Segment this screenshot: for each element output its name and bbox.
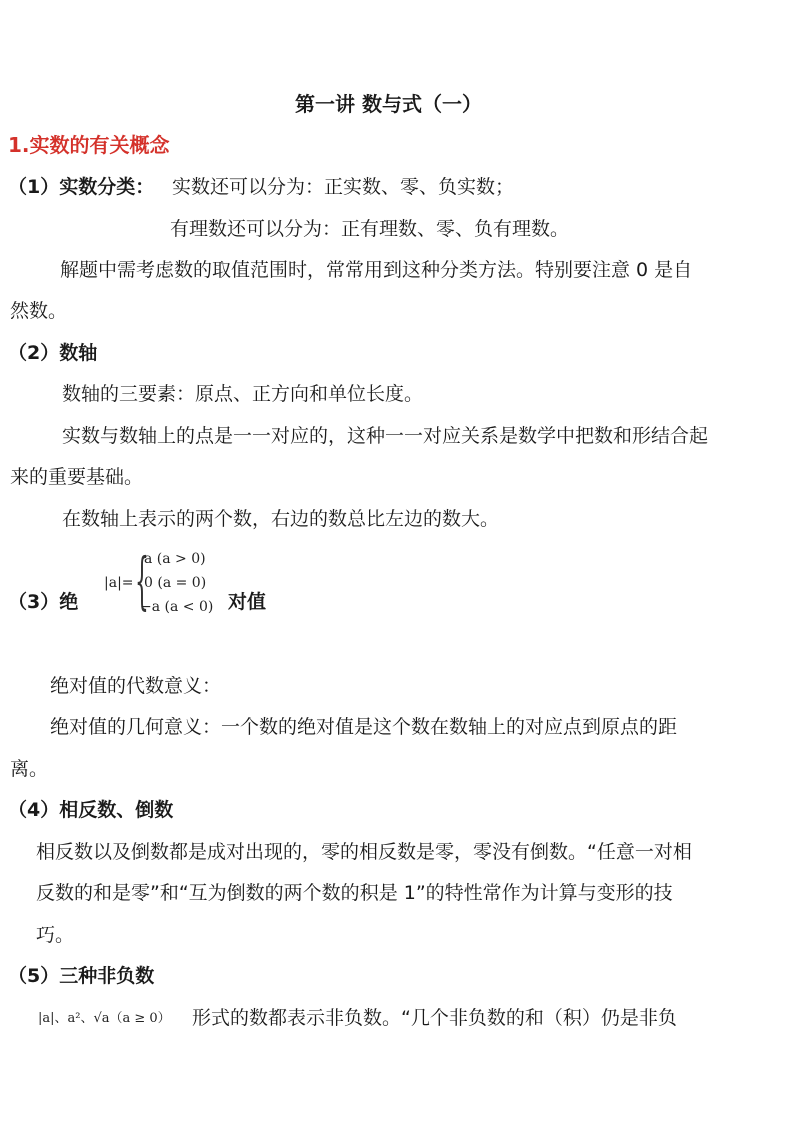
formula-case: a (a > 0) <box>144 551 206 567</box>
formula-lhs: |a|= <box>104 575 134 591</box>
section-heading: 1.实数的有关概念 <box>8 133 170 157</box>
paragraph-line: 然数。 <box>10 300 68 322</box>
subsection-1-label: （1）实数分类： <box>8 176 155 198</box>
paragraph-line: 巧。 <box>36 924 75 946</box>
subsection-2-label: （2）数轴 <box>8 342 98 364</box>
paragraph-line: 相反数以及倒数都是成对出现的，零的相反数是零，零没有倒数。“任意一对相 <box>36 841 692 863</box>
formula-case: −a (a < 0) <box>140 599 214 615</box>
brace-icon: { <box>135 544 149 617</box>
subsection-5-label: （5）三种非负数 <box>8 965 155 987</box>
paragraph-line: 形式的数都表示非负数。“几个非负数的和（积）仍是非负 <box>192 1007 677 1029</box>
page-title: 第一讲 数与式（一） <box>295 92 482 116</box>
classification-line-2: 有理数还可以分为：正有理数、零、负有理数。 <box>170 218 570 240</box>
formula-case: 0 (a = 0) <box>144 575 207 591</box>
paragraph-line: 绝对值的代数意义： <box>50 675 222 697</box>
non-negative-formula: |a|、a²、√a（a ≥ 0） <box>38 1011 171 1026</box>
paragraph-line: 来的重要基础。 <box>10 466 144 488</box>
subsection-3-label-suffix: 对值 <box>228 591 267 613</box>
subsection-3-label: （3）绝 <box>8 591 79 613</box>
paragraph-line: 数轴的三要素：原点、正方向和单位长度。 <box>62 383 424 405</box>
paragraph-line: 解题中需考虑数的取值范围时，常常用到这种分类方法。特别要注意 0 是自 <box>60 259 693 281</box>
paragraph-line: 反数的和是零”和“互为倒数的两个数的积是 1”的特性常作为计算与变形的技 <box>36 882 673 904</box>
classification-line-1: 实数还可以分为：正实数、零、负实数； <box>172 176 515 198</box>
paragraph-line: 绝对值的几何意义：一个数的绝对值是这个数在数轴上的对应点到原点的距 <box>50 716 678 738</box>
absolute-value-formula <box>104 544 222 618</box>
subsection-4-label: （4）相反数、倒数 <box>8 799 174 821</box>
paragraph-line: 实数与数轴上的点是一一对应的，这种一一对应关系是数学中把数和形结合起 <box>62 425 709 447</box>
paragraph-line: 离。 <box>10 758 49 780</box>
paragraph-line: 在数轴上表示的两个数，右边的数总比左边的数大。 <box>62 508 500 530</box>
